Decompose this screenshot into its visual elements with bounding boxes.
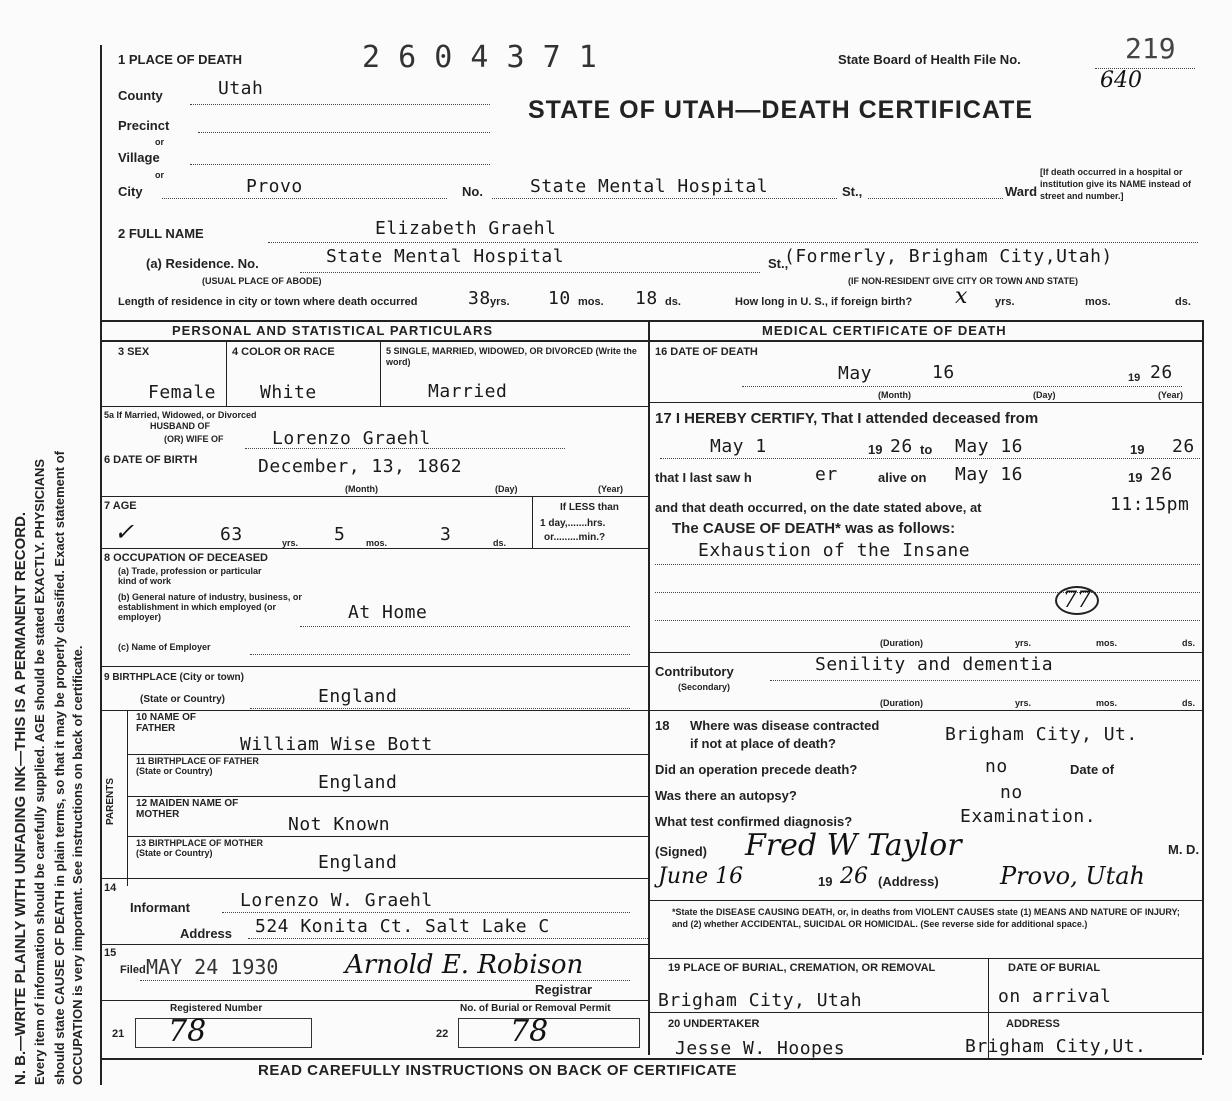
margin-note-line2: Every item of information should be carefully supplied. AGE should be stated EXACTLY. PHYSICIANS: [32, 458, 47, 1085]
file-no-value: 219: [1125, 32, 1176, 65]
age-mos: 5: [334, 524, 346, 545]
mother-label: 12 MAIDEN NAME OF MOTHER: [136, 798, 239, 820]
occupation-label: 8 OCCUPATION OF DECEASED: [104, 552, 268, 564]
death-year-label: (Year): [1158, 390, 1184, 400]
spouse-label-1: 5a If Married, Widowed, or Divorced: [104, 410, 257, 420]
contributory-value: Senility and dementia: [815, 654, 1054, 675]
sign-date: June 16: [658, 864, 744, 889]
no-label: No.: [462, 184, 483, 199]
file-no-handwritten: 640: [1100, 68, 1142, 93]
margin-note-line4: OCCUPATION is very important. See instructions on back of certificate.: [70, 645, 85, 1085]
burial-permit-value: 78: [510, 1014, 549, 1049]
undertaker-address-value: Brigham City,Ut.: [965, 1036, 1147, 1057]
spouse-label-3: (OR) WIFE OF: [164, 434, 224, 444]
duration-yrs-1: yrs.: [1015, 638, 1032, 648]
registrar-label: Registrar: [535, 982, 593, 997]
certificate-number: 2 6 0 4 3 7 1: [362, 40, 597, 75]
dob-value: December, 13, 1862: [258, 456, 463, 477]
spouse-label-2: HUSBAND OF: [150, 421, 210, 431]
registered-number-label: Registered Number: [170, 1003, 263, 1014]
spouse-value: Lorenzo Graehl: [272, 428, 431, 449]
us-ds-label: ds.: [1175, 296, 1191, 308]
length-yrs: 38: [468, 288, 491, 309]
occupation-b: (b) General nature of industry, business, or establishment in which employed (or employer): [118, 592, 302, 622]
birthplace-label: 9 BIRTHPLACE (City or town): [104, 672, 244, 683]
sign-address-label: (Address): [878, 874, 939, 889]
address-label: Address: [180, 926, 233, 941]
length-mos-label: mos.: [578, 296, 604, 308]
death-day: 16: [932, 362, 955, 383]
num-18: 18: [655, 718, 670, 733]
test-value: Examination.: [960, 806, 1097, 827]
death-day-label: (Day): [1033, 390, 1056, 400]
alive-year-prefix: 19: [1128, 470, 1143, 485]
sign-address: Provo, Utah: [1000, 862, 1145, 890]
burial-permit-label: No. of Burial or Removal Permit: [460, 1003, 611, 1014]
age-ds: 3: [440, 524, 452, 545]
age-ds-label: ds.: [493, 538, 507, 548]
num-14: 14: [104, 882, 117, 894]
us-mos-label: mos.: [1085, 296, 1111, 308]
signed-label: (Signed): [655, 844, 707, 859]
father-value: William Wise Bott: [240, 734, 433, 755]
alive-on-year: 26: [1150, 464, 1173, 485]
sex-value: Female: [148, 382, 217, 403]
city-label: City: [118, 184, 143, 199]
dob-month-label: (Month): [345, 484, 378, 494]
operation-value: no: [985, 756, 1008, 777]
duration-ds-1: ds.: [1182, 638, 1196, 648]
father-label: 10 NAME OF FATHER: [136, 712, 197, 734]
burial-date-label: DATE OF BURIAL: [1008, 962, 1101, 974]
birthplace-value: England: [318, 686, 398, 707]
attended-to-label: to: [920, 442, 933, 457]
marital-label: 5 SINGLE, MARRIED, WIDOWED, OR DIVORCED (Write the word): [386, 346, 637, 367]
length-ds: 18: [635, 288, 658, 309]
duration-ds-2: ds.: [1182, 698, 1196, 708]
precinct-label: Precinct: [118, 118, 170, 133]
disease-contracted-label-1: Where was disease contracted: [690, 718, 880, 733]
place-of-death-label: 1 PLACE OF DEATH: [118, 52, 242, 67]
informant-label: Informant: [130, 900, 190, 915]
dob-day-label: (Day): [495, 484, 518, 494]
occupation-value: At Home: [348, 602, 428, 623]
duration-mos-2: mos.: [1096, 698, 1118, 708]
us-yrs-label: yrs.: [995, 296, 1015, 308]
age-yrs: 63: [220, 524, 243, 545]
test-label: What test confirmed diagnosis?: [655, 814, 853, 829]
less-than-3: or.........min.?: [544, 532, 606, 543]
registrar-signature: Arnold E. Robison: [345, 950, 584, 980]
num-21: 21: [112, 1028, 125, 1040]
length-yrs-label: yrs.: [490, 296, 510, 308]
num-22: 22: [436, 1028, 449, 1040]
cause-value: Exhaustion of the Insane: [698, 540, 971, 561]
autopsy-label: Was there an autopsy?: [655, 788, 797, 803]
burial-place-value: Brigham City, Utah: [658, 990, 863, 1011]
alive-on-date: May 16: [955, 464, 1024, 485]
disease-contracted-value: Brigham City, Ut.: [945, 724, 1138, 745]
file-no-label: State Board of Health File No.: [838, 52, 1021, 67]
father-birthplace-label: 11 BIRTHPLACE OF FATHER (State or Country): [136, 756, 259, 776]
us-residence-label: How long in U. S., if foreign birth?: [735, 296, 913, 308]
last-saw-label: that I last saw h: [655, 470, 752, 485]
disease-contracted-label-2: if not at place of death?: [690, 736, 836, 751]
certify-label: 17 I HEREBY CERTIFY, That I attended deceased from: [655, 410, 1039, 427]
residence-street-label: St.,: [768, 256, 789, 271]
contributory-sub: (Secondary): [678, 682, 731, 692]
registered-number-value: 78: [168, 1014, 207, 1049]
age-yrs-label: yrs.: [282, 538, 299, 548]
margin-note-line3: should state CAUSE OF DEATH in plain terms, so that it may be properly classified. Exact statement of: [52, 450, 67, 1085]
undertaker-address-label: ADDRESS: [1006, 1018, 1060, 1030]
alive-on-label: alive on: [878, 470, 927, 485]
burial-place-label: 19 PLACE OF BURIAL, CREMATION, OR REMOVAL: [668, 962, 936, 974]
length-mos: 10: [548, 288, 571, 309]
street-label: St.,: [842, 184, 863, 199]
attended-to-year-prefix: 19: [1130, 442, 1145, 457]
address-value: 524 Konita Ct. Salt Lake C: [255, 916, 550, 937]
death-month: May: [838, 363, 873, 384]
employer-label: (c) Name of Employer: [118, 642, 211, 652]
death-year: 26: [1150, 362, 1173, 383]
occupation-a: (a) Trade, profession or particular kind of work: [118, 566, 262, 586]
father-birthplace-value: England: [318, 772, 398, 793]
length-ds-label: ds.: [665, 296, 681, 308]
form-title: STATE OF UTAH—DEATH CERTIFICATE: [528, 96, 1034, 124]
dob-year-label: (Year): [598, 484, 624, 494]
cause-label: The CAUSE OF DEATH* was as follows:: [672, 520, 956, 537]
attended-from-year: 26: [890, 436, 913, 457]
dob-label: 6 DATE OF BIRTH: [104, 454, 198, 466]
operation-label: Did an operation precede death?: [655, 762, 858, 777]
color-label: 4 COLOR OR RACE: [232, 346, 335, 358]
mother-birthplace-label: 13 BIRTHPLACE OF MOTHER (State or Country): [136, 838, 264, 858]
less-than-2: 1 day,.......hrs.: [540, 518, 606, 529]
duration-yrs-2: yrs.: [1015, 698, 1032, 708]
formerly-value: (Formerly, Brigham City,Utah): [784, 246, 1113, 267]
cause-footnote: *State the DISEASE CAUSING DEATH, or, in deaths from VIOLENT CAUSES state (1) MEANS AND NATURE OF INJURY; and (2) whether ACCIDENTAL, SUICIDAL OR HOMICIDAL. (See reverse side for additional space.): [672, 907, 1180, 929]
nonresident-note: (IF NON-RESIDENT GIVE CITY OR TOWN AND STATE): [848, 276, 1079, 286]
residence-value: State Mental Hospital: [326, 246, 565, 267]
ward-note: [If death occurred in a hospital or institution give its NAME instead of street and number.]: [1040, 167, 1192, 201]
age-label: 7 AGE: [104, 500, 137, 512]
death-date-label: 16 DATE OF DEATH: [655, 346, 758, 358]
filed-date: MAY 24 1930: [146, 955, 279, 979]
color-value: White: [260, 382, 317, 403]
time-of-death: 11:15pm: [1110, 494, 1190, 515]
age-mos-label: mos.: [366, 538, 388, 548]
form-left-border: [100, 45, 102, 1085]
full-name-label: 2 FULL NAME: [118, 226, 204, 241]
last-saw-er: er: [815, 464, 838, 485]
birthplace-sub: (State or Country): [140, 694, 225, 705]
full-name-value: Elizabeth Graehl: [375, 218, 557, 239]
or-label-1: or: [155, 137, 164, 147]
mother-birthplace-value: England: [318, 852, 398, 873]
us-residence-value: x: [955, 284, 968, 309]
burial-date-value: on arrival: [998, 986, 1112, 1007]
cause-code: 77: [1055, 586, 1099, 615]
physician-signature: Fred W Taylor: [745, 828, 962, 863]
or-label-2: or: [155, 170, 164, 180]
operation-date-label: Date of: [1070, 762, 1115, 777]
undertaker-value: Jesse W. Hoopes: [675, 1038, 846, 1059]
attended-to: May 16: [955, 436, 1024, 457]
abode-note: (USUAL PLACE OF ABODE): [202, 276, 322, 286]
footer-instructions: READ CAREFULLY INSTRUCTIONS ON BACK OF CERTIFICATE: [258, 1062, 737, 1079]
residence-label: (a) Residence. No.: [146, 256, 259, 271]
sign-year-prefix: 19: [818, 874, 833, 889]
informant-value: Lorenzo W. Graehl: [240, 890, 433, 911]
personal-heading: PERSONAL AND STATISTICAL PARTICULARS: [172, 323, 494, 338]
contributory-label: Contributory: [655, 664, 734, 679]
parents-label: PARENTS: [105, 777, 116, 825]
county-label: County: [118, 88, 163, 103]
filed-label: Filed: [120, 964, 146, 976]
margin-note-nb: N. B.—WRITE PLAINLY WITH UNFADING INK—THIS IS A PERMANENT RECORD.: [12, 511, 29, 1085]
duration-mos-1: mos.: [1096, 638, 1118, 648]
duration-label-1: (Duration): [880, 638, 923, 648]
age-check: ✓: [114, 518, 135, 546]
ward-label: Ward: [1005, 184, 1038, 199]
sex-label: 3 SEX: [118, 346, 150, 358]
death-month-label: (Month): [878, 390, 911, 400]
length-residence-label: Length of residence in city or town where death occurred: [118, 296, 418, 308]
institution-value: State Mental Hospital: [530, 176, 769, 197]
medical-heading: MEDICAL CERTIFICATE OF DEATH: [762, 323, 1007, 338]
attended-from: May 1: [710, 436, 767, 457]
village-label: Village: [118, 150, 160, 165]
death-year-prefix: 19: [1128, 372, 1141, 384]
marital-value: Married: [428, 381, 508, 402]
md-label: M. D.: [1168, 842, 1200, 857]
sign-year: 26: [840, 864, 868, 889]
num-15: 15: [104, 947, 117, 959]
attended-from-year-prefix: 19: [868, 442, 883, 457]
attended-to-year: 26: [1172, 436, 1195, 457]
autopsy-value: no: [1000, 782, 1023, 803]
less-than-1: If LESS than: [560, 502, 619, 513]
county-value: Utah: [218, 78, 264, 99]
mother-value: Not Known: [288, 814, 391, 835]
undertaker-label: 20 UNDERTAKER: [668, 1018, 760, 1030]
duration-label-2: (Duration): [880, 698, 923, 708]
city-value: Provo: [246, 176, 303, 197]
death-occurred-label: and that death occurred, on the date stated above, at: [655, 500, 982, 515]
